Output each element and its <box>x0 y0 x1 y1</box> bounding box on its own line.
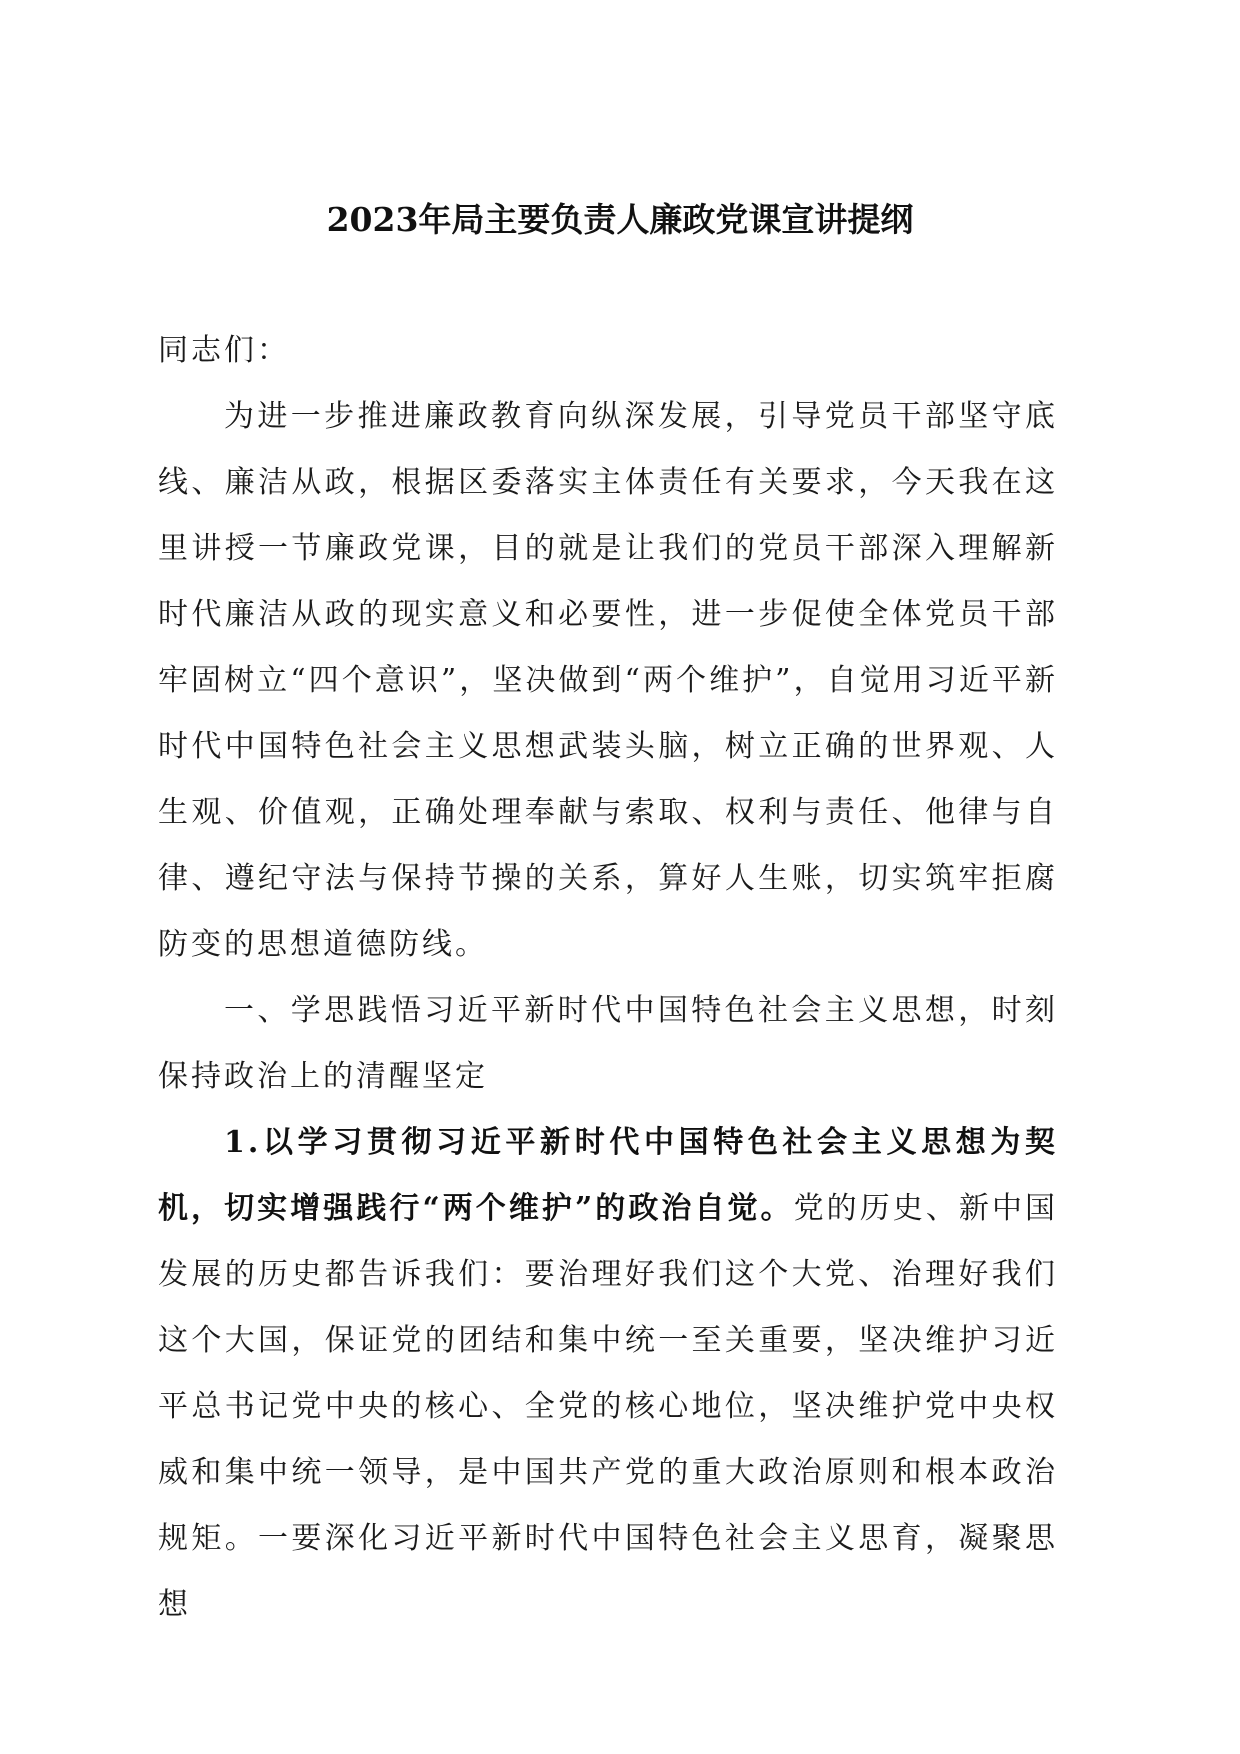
point-1-paragraph <box>158 1110 1058 1638</box>
section-heading-1: 一、学思践悟习近平新时代中国特色社会主义思想，时刻保持政治上的清醒坚定 <box>158 993 1058 1094</box>
salutation: 同志们： <box>158 333 290 368</box>
intro-paragraph: 为进一步推进廉政教育向纵深发展，引导党员干部坚守底线、廉洁从政，根据区委落实主体责任有关要求，今天我在这里讲授一节廉政党课，目的就是让我们的党员干部深入理解新时代廉洁从政的现实意义和必要性，进一步促使全体党员干部牢固树立“四个意识”，坚决做到“两个维护”，自觉用习近平新时代中国特色社会主义思想武装头脑，树立正确的世界观、人生观、价值观，正确处理奉献与索取、权利与责任、他律与自律、遵纪守法与保持节操的关系，算好人生账，切实筑牢拒腐防变的思想道德防线。 <box>158 399 1058 962</box>
point-1-text: 党的历史、新中国发展的历史都告诉我们：要治理好我们这个大党、治理好我们这个大国，保证党的团结和集中统一至关重要，坚决维护习近平总书记党中央的核心、全党的核心地位，坚决维护党中央权威和集中统一领导，是中国共产党的重大政治原则和根本政治规矩。一要深化习近平新时代中国特色社会主义思育，凝聚思想 <box>158 1191 1059 1622</box>
document-body <box>158 318 1058 1638</box>
point-1-bold-lead: 1.以学习贯彻习近平新时代中国特色社会主义思想为契机，切实增强践行“两个维护”的政治自觉。 <box>158 1125 1058 1226</box>
document-title: 2023年局主要负责人廉政党课宣讲提纲 <box>326 200 914 239</box>
